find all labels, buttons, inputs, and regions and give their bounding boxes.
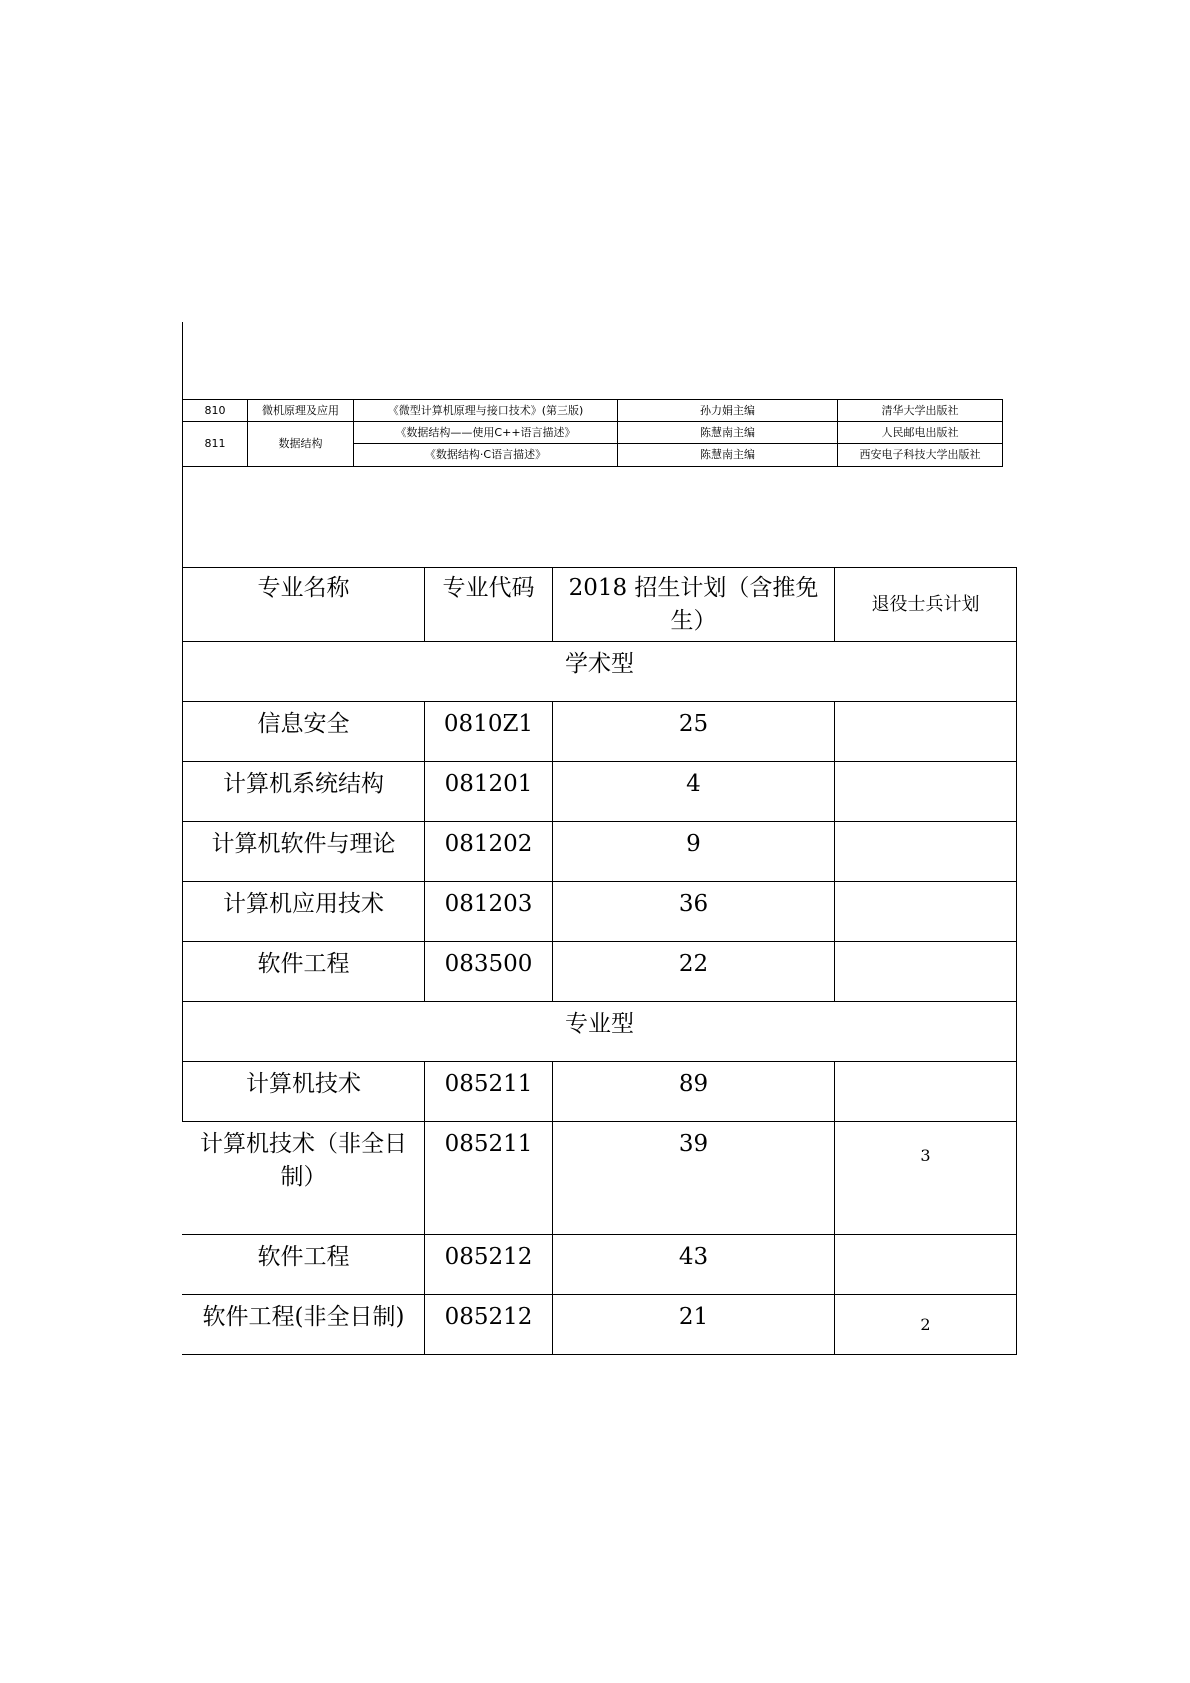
- plan-count-cell: 9: [553, 822, 835, 882]
- book-author-cell: 陈慧南主编: [618, 422, 838, 444]
- major-name-cell: 软件工程: [183, 1235, 425, 1295]
- header-veteran-plan: 退役士兵计划: [835, 568, 1017, 642]
- reference-books-table: [182, 399, 1003, 467]
- section-row: [183, 1002, 1017, 1062]
- major-code-cell: 081201: [425, 762, 553, 822]
- veteran-count-cell: [835, 702, 1017, 762]
- book-title-cell: 《微型计算机原理与接口技术》(第三版): [354, 400, 618, 422]
- plan-count-cell: 25: [553, 702, 835, 762]
- major-name-cell: 计算机系统结构: [183, 762, 425, 822]
- plan-count-cell: 89: [553, 1062, 835, 1122]
- major-name-cell: 信息安全: [183, 702, 425, 762]
- major-name-cell: 软件工程: [183, 942, 425, 1002]
- table-row: [183, 702, 1017, 762]
- book-author-cell: 孙力娟主编: [618, 400, 838, 422]
- veteran-count-cell: 2: [835, 1295, 1017, 1355]
- section-title-academic: 学术型: [183, 642, 1017, 702]
- table-row: [183, 1235, 1017, 1295]
- table-row: [183, 1295, 1017, 1355]
- plan-count-cell: 4: [553, 762, 835, 822]
- book-author-cell: 陈慧南主编: [618, 444, 838, 467]
- table-row: [183, 422, 1003, 444]
- major-name-cell: 计算机技术: [183, 1062, 425, 1122]
- veteran-count-cell: [835, 822, 1017, 882]
- book-title-cell: 《数据结构·C语言描述》: [354, 444, 618, 467]
- header-enrollment-plan: 2018 招生计划（含推免生）: [553, 568, 835, 642]
- book-title-cell: 《数据结构——使用C++语言描述》: [354, 422, 618, 444]
- major-code-cell: 085211: [425, 1062, 553, 1122]
- table-row: [183, 400, 1003, 422]
- table-row: [183, 1062, 1017, 1122]
- major-name-cell: 计算机应用技术: [183, 882, 425, 942]
- major-code-cell: 081203: [425, 882, 553, 942]
- major-code-cell: 0810Z1: [425, 702, 553, 762]
- plan-count-cell: 36: [553, 882, 835, 942]
- exam-subject-cell: 微机原理及应用: [248, 400, 354, 422]
- plan-count-cell: 22: [553, 942, 835, 1002]
- veteran-count-cell: [835, 882, 1017, 942]
- table-row: [183, 882, 1017, 942]
- major-name-cell: 计算机软件与理论: [183, 822, 425, 882]
- table-header-row: [183, 568, 1017, 642]
- major-code-cell: 085211: [425, 1122, 553, 1235]
- table-row: [183, 942, 1017, 1002]
- major-code-cell: 085212: [425, 1295, 553, 1355]
- plan-count-cell: 21: [553, 1295, 835, 1355]
- exam-code-cell: 811: [183, 422, 248, 467]
- major-name-cell: 软件工程(非全日制): [183, 1295, 425, 1355]
- table-row: [183, 822, 1017, 882]
- exam-subject-cell: 数据结构: [248, 422, 354, 467]
- section-title-professional: 专业型: [183, 1002, 1017, 1062]
- major-name-cell: 计算机技术（非全日制）: [183, 1122, 425, 1235]
- header-major-name: 专业名称: [183, 568, 425, 642]
- veteran-count-cell: [835, 1235, 1017, 1295]
- book-publisher-cell: 人民邮电出版社: [838, 422, 1003, 444]
- header-major-code: 专业代码: [425, 568, 553, 642]
- veteran-count-cell: [835, 762, 1017, 822]
- veteran-count-cell: 3: [835, 1122, 1017, 1235]
- enrollment-plan-table: [182, 567, 1017, 1355]
- major-code-cell: 085212: [425, 1235, 553, 1295]
- veteran-count-cell: [835, 1062, 1017, 1122]
- major-code-cell: 081202: [425, 822, 553, 882]
- table-row: [183, 762, 1017, 822]
- plan-count-cell: 39: [553, 1122, 835, 1235]
- veteran-count-cell: [835, 942, 1017, 1002]
- table-row: [183, 1122, 1017, 1235]
- section-row: [183, 642, 1017, 702]
- major-code-cell: 083500: [425, 942, 553, 1002]
- plan-count-cell: 43: [553, 1235, 835, 1295]
- exam-code-cell: 810: [183, 400, 248, 422]
- book-publisher-cell: 西安电子科技大学出版社: [838, 444, 1003, 467]
- book-publisher-cell: 清华大学出版社: [838, 400, 1003, 422]
